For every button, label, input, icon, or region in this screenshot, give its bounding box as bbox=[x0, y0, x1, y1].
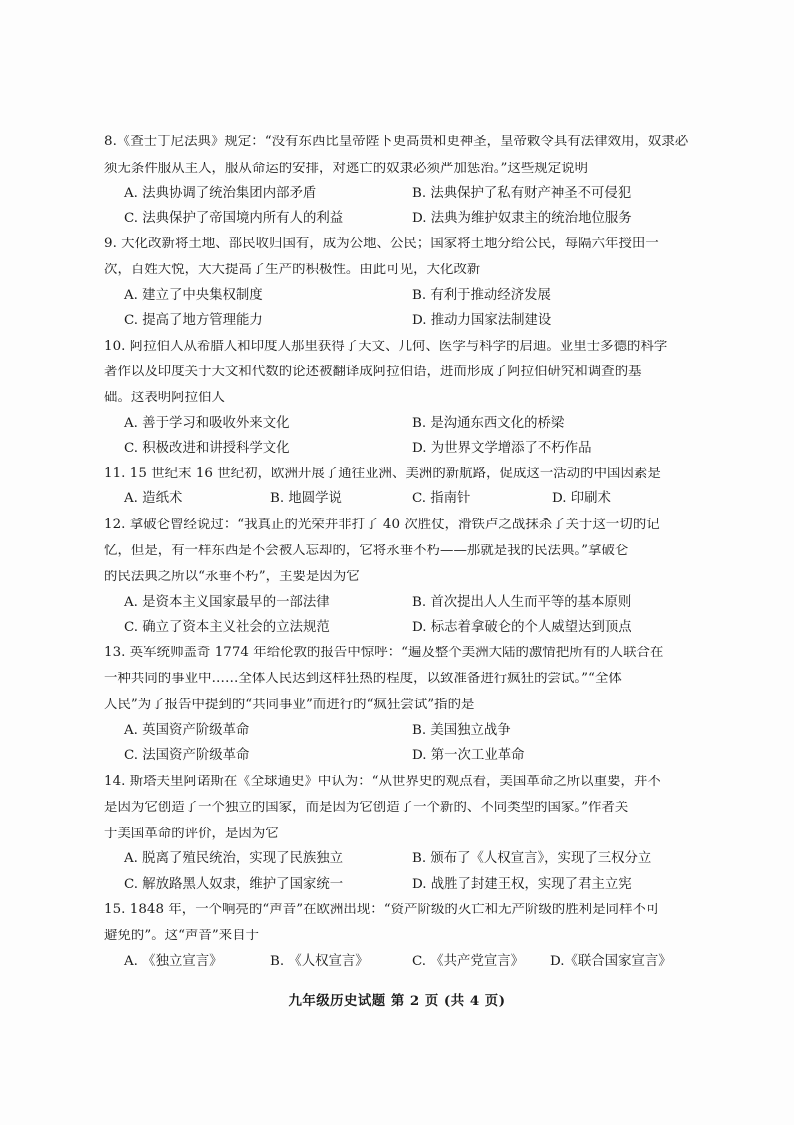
question-13-option-b: B. 美国独立战争 bbox=[412, 723, 511, 738]
question-9-line-1: 9. 大化改新将土地、部民收归国有，成为公地、公民；国家将土地分给公民，每隔六年授田一 bbox=[104, 237, 659, 251]
question-9-option-c: C. 提高了地方管理能力 bbox=[124, 313, 263, 328]
question-13-line-3: 人民”为了报告中提到的“共同事业”而进行的“疯狂尝试”指的是 bbox=[104, 698, 475, 712]
question-9-option-b: B. 有利于推动经济发展 bbox=[412, 288, 551, 303]
question-8-line-2: 须无条件服从主人，服从命运的安排，对逃亡的奴隶必须严加惩治。”这些规定说明 bbox=[104, 162, 589, 176]
question-14-line-2: 是因为它创造了一个独立的国家，而是因为它创造了一个新的、不同类型的国家。”作者关 bbox=[104, 801, 629, 815]
question-12-line-3: 的民法典之所以“永垂不朽”，主要是因为它 bbox=[104, 570, 360, 584]
question-13-option-c: C. 法国资产阶级革命 bbox=[124, 748, 250, 763]
question-9-option-d: D. 推动力国家法制建设 bbox=[412, 313, 552, 328]
question-15-option-a: A. 《独立宣言》 bbox=[124, 954, 223, 969]
question-15-option-b: B. 《人权宣言》 bbox=[270, 954, 369, 969]
question-10-option-a: A. 善于学习和吸收外来文化 bbox=[124, 416, 290, 431]
question-12-option-d: D. 标志着拿破仑的个人威望达到顶点 bbox=[412, 620, 632, 635]
question-9-option-a: A. 建立了中央集权制度 bbox=[124, 288, 263, 303]
question-13-option-a: A. 英国资产阶级革命 bbox=[124, 723, 250, 738]
question-12-line-1: 12. 拿破仑曾经说过：“我真正的光荣并非打了 40 次胜仗，滑铁卢之战抹杀了关于这一切的记 bbox=[104, 518, 660, 532]
question-14-option-a: A. 脱离了殖民统治，实现了民族独立 bbox=[124, 851, 344, 866]
question-8-option-a: A. 法典协调了统治集团内部矛盾 bbox=[124, 186, 317, 201]
question-11-option-d: D. 印刷术 bbox=[552, 491, 611, 506]
page-footer: 九年级历史试题 第 2 页 (共 4 页) bbox=[288, 993, 506, 1009]
question-13-option-d: D. 第一次工业革命 bbox=[412, 748, 525, 763]
question-12-option-a: A. 是资本主义国家最早的一部法律 bbox=[124, 595, 330, 610]
question-15-option-c: C. 《共产党宣言》 bbox=[412, 954, 525, 969]
question-15-option-d: D.《联合国家宣言》 bbox=[550, 954, 672, 969]
question-11-option-c: C. 指南针 bbox=[412, 491, 471, 506]
question-14-line-3: 于美国革命的评价，是因为它 bbox=[104, 827, 279, 841]
question-8-line-1: 8.《查士丁尼法典》规定：“没有东西比皇帝陛下更高贵和更神圣，皇帝敕令具有法律效用，奴隶必 bbox=[104, 135, 689, 149]
question-10-option-c: C. 积极改进和讲授科学文化 bbox=[124, 441, 290, 456]
question-15-line-2: 避免的”。这“声音”来自于 bbox=[104, 929, 260, 943]
question-8-option-d: D. 法典为维护奴隶主的统治地位服务 bbox=[412, 211, 632, 226]
question-14-line-1: 14. 斯塔夫里阿诺斯在《全球通史》中认为：“从世界史的观点看，美国革命之所以重要，并不 bbox=[104, 775, 661, 789]
question-10-option-d: D. 为世界文学增添了不朽作品 bbox=[412, 441, 592, 456]
question-11-option-b: B. 地圆学说 bbox=[270, 491, 342, 506]
question-10-line-3: 础。这表明阿拉伯人 bbox=[104, 391, 225, 405]
question-12-option-b: B. 首次提出人人生而平等的基本原则 bbox=[412, 595, 632, 610]
question-12-option-c: C. 确立了资本主义社会的立法规范 bbox=[124, 620, 330, 635]
question-13-line-2: 一种共同的事业中……全体人民达到这样狂热的程度，以致准备进行疯狂的尝试。”“全体 bbox=[104, 672, 622, 686]
question-13-line-1: 13. 英军统帅盖奇 1774 年给伦敦的报告中惊呼：“遍及整个美洲大陆的激情把所有的人联合在 bbox=[104, 646, 664, 660]
question-14-option-c: C. 解放路黑人奴隶，维护了国家统一 bbox=[124, 877, 344, 892]
question-9-line-2: 次，百姓大悦，大大提高了生产的积极性。由此可见，大化改新 bbox=[104, 263, 481, 277]
question-10-line-2: 著作以及印度关于天文和代数的论述被翻译成阿拉伯语，进而形成了阿拉伯研究和调查的基 bbox=[104, 365, 642, 379]
question-15-line-1: 15. 1848 年，一个响亮的“声音”在欧洲出现：“资产阶级的灭亡和无产阶级的胜利是同样不可 bbox=[104, 903, 660, 917]
question-10-line-1: 10. 阿拉伯人从希腊人和印度人那里获得了天文、几何、医学与科学的启迪。亚里士多德的科学 bbox=[104, 340, 668, 354]
question-14-option-b: B. 颁布了《人权宣言》，实现了三权分立 bbox=[412, 851, 652, 866]
question-10-option-b: B. 是沟通东西文化的桥梁 bbox=[412, 416, 565, 431]
question-14-option-d: D. 战胜了封建王权，实现了君主立宪 bbox=[412, 877, 632, 892]
question-12-line-2: 忆，但是，有一样东西是不会被人忘却的，它将永垂不朽——那就是我的民法典。”拿破仑 bbox=[104, 544, 629, 558]
question-8-option-c: C. 法典保护了帝国境内所有人的利益 bbox=[124, 211, 344, 226]
question-11-line-1: 11. 15 世纪末 16 世纪初，欧洲开展了通往亚洲、美洲的新航路，促成这一活动的中国因素是 bbox=[104, 467, 661, 481]
question-11-option-a: A. 造纸术 bbox=[124, 491, 183, 506]
question-8-option-b: B. 法典保护了私有财产神圣不可侵犯 bbox=[412, 186, 632, 201]
